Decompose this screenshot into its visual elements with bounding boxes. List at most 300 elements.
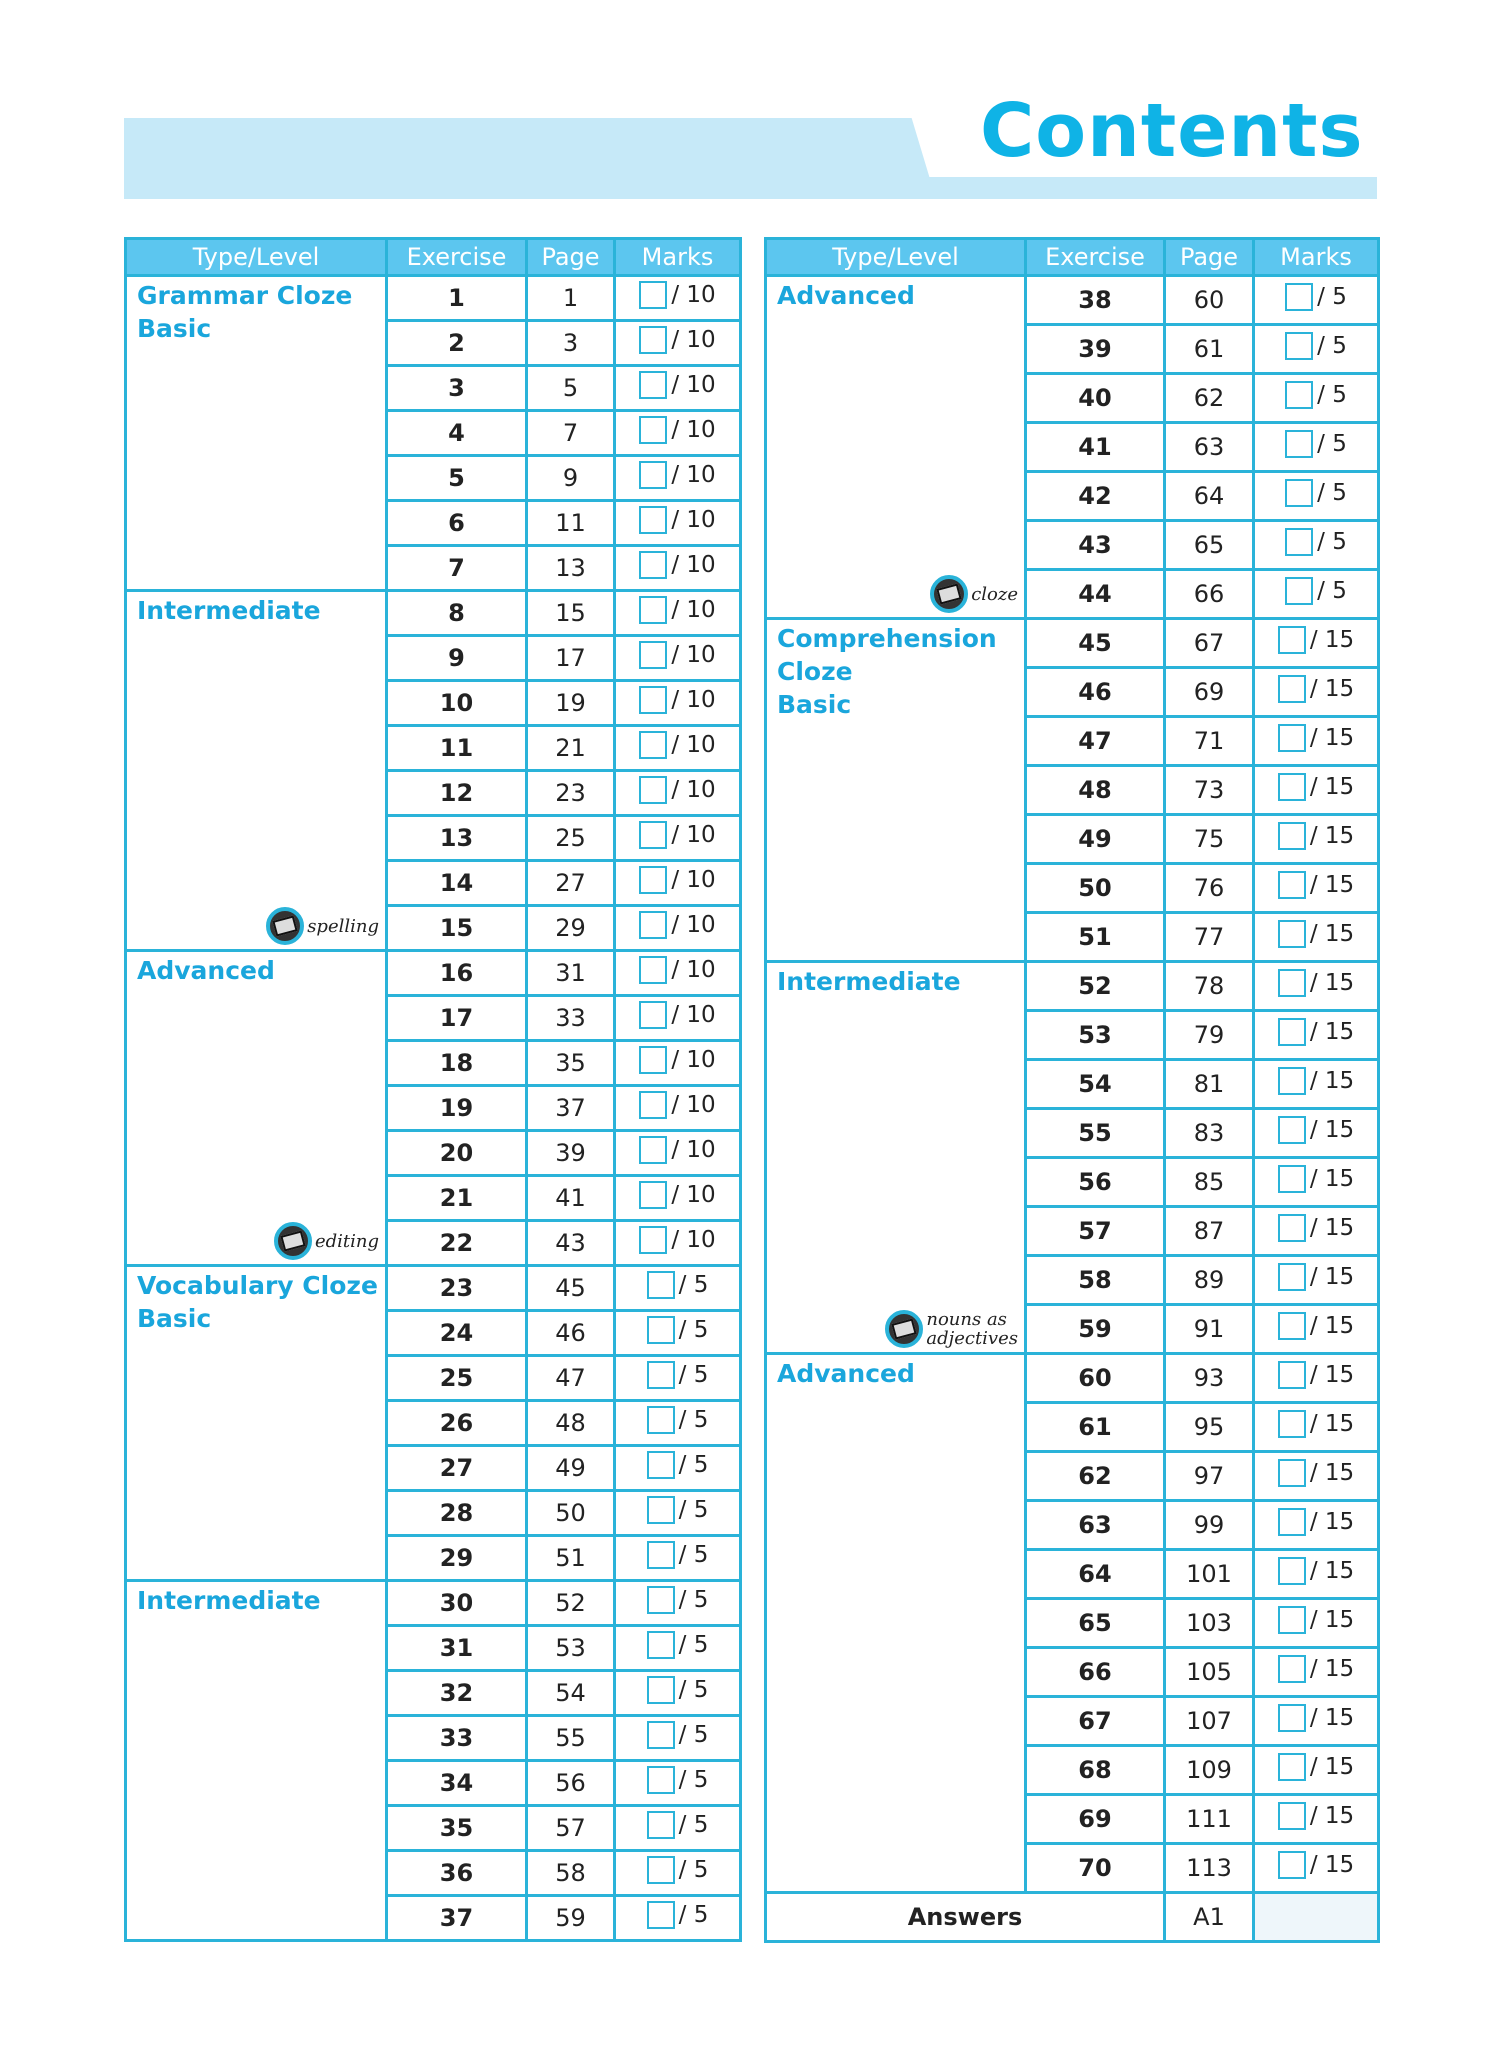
skill-badge-icon bbox=[885, 1310, 923, 1348]
exercise-number[interactable]: 21 bbox=[387, 1176, 527, 1221]
marks bbox=[1278, 1018, 1354, 1046]
exercise-number[interactable]: 2 bbox=[387, 321, 527, 366]
exercise-number[interactable]: 15 bbox=[387, 906, 527, 951]
marks-input-box[interactable] bbox=[639, 1091, 667, 1119]
skill-note-text: nouns as adjectives bbox=[926, 1309, 1018, 1349]
marks-input-box[interactable] bbox=[639, 911, 667, 939]
type-level-label: Advanced bbox=[777, 1359, 915, 1388]
marks bbox=[1278, 1802, 1354, 1830]
marks-max: / 15 bbox=[1309, 1656, 1355, 1682]
marks-max: / 10 bbox=[671, 372, 716, 398]
marks-max: / 10 bbox=[671, 1182, 716, 1208]
exercise-number[interactable]: 12 bbox=[387, 771, 527, 816]
marks-max: / 5 bbox=[678, 1722, 709, 1748]
marks-input-box[interactable] bbox=[639, 416, 667, 444]
marks-cell bbox=[615, 1311, 741, 1356]
marks bbox=[639, 821, 715, 849]
marks-cell bbox=[1254, 815, 1379, 864]
marks bbox=[1278, 871, 1354, 899]
page-number: 46 bbox=[527, 1311, 615, 1356]
marks-input-box[interactable] bbox=[1278, 1508, 1306, 1536]
marks-cell bbox=[615, 1401, 741, 1446]
marks-input-box[interactable] bbox=[647, 1676, 675, 1704]
page-number: 25 bbox=[527, 816, 615, 861]
marks-input-box[interactable] bbox=[1278, 1263, 1306, 1291]
exercise-number[interactable]: 20 bbox=[387, 1131, 527, 1176]
marks bbox=[1278, 920, 1354, 948]
marks-input-box[interactable] bbox=[639, 1226, 667, 1254]
marks-max: / 10 bbox=[671, 822, 716, 848]
marks-cell bbox=[615, 1761, 741, 1806]
marks-cell bbox=[1254, 1648, 1379, 1697]
exercise-number[interactable]: 42 bbox=[1026, 472, 1165, 521]
exercise-number[interactable]: 9 bbox=[387, 636, 527, 681]
marks-input-box[interactable] bbox=[1285, 577, 1313, 605]
marks-cell bbox=[615, 726, 741, 771]
marks bbox=[1278, 1263, 1354, 1291]
marks bbox=[639, 1046, 715, 1074]
header-type-level: Type/Level bbox=[126, 239, 387, 276]
exercise-number[interactable]: 54 bbox=[1026, 1060, 1165, 1109]
marks-input-box[interactable] bbox=[639, 596, 667, 624]
table-row bbox=[126, 276, 741, 321]
page-number: 23 bbox=[527, 771, 615, 816]
exercise-number[interactable]: 24 bbox=[387, 1311, 527, 1356]
marks-input-box[interactable] bbox=[1278, 969, 1306, 997]
marks bbox=[647, 1901, 709, 1929]
marks-input-box[interactable] bbox=[1278, 626, 1306, 654]
page-number: 39 bbox=[527, 1131, 615, 1176]
marks-max: / 10 bbox=[671, 1092, 716, 1118]
page-number: 49 bbox=[527, 1446, 615, 1491]
marks-input-box[interactable] bbox=[1278, 675, 1306, 703]
marks-cell bbox=[1254, 619, 1379, 668]
marks-input-box[interactable] bbox=[1278, 920, 1306, 948]
exercise-number[interactable]: 58 bbox=[1026, 1256, 1165, 1305]
page-number: 54 bbox=[527, 1671, 615, 1716]
marks bbox=[1278, 1557, 1354, 1585]
exercise-number[interactable]: 35 bbox=[387, 1806, 527, 1851]
exercise-number[interactable]: 51 bbox=[1026, 913, 1165, 962]
exercise-number[interactable]: 47 bbox=[1026, 717, 1165, 766]
marks-input-box[interactable] bbox=[639, 1181, 667, 1209]
marks bbox=[1278, 1116, 1354, 1144]
page-number: 47 bbox=[527, 1356, 615, 1401]
exercise-number[interactable]: 63 bbox=[1026, 1501, 1165, 1550]
exercise-number[interactable]: 8 bbox=[387, 591, 527, 636]
marks-input-box[interactable] bbox=[1278, 1459, 1306, 1487]
marks-cell bbox=[615, 1491, 741, 1536]
skill-badge-icon bbox=[930, 575, 968, 613]
marks-input-box[interactable] bbox=[647, 1856, 675, 1884]
skill-note-text: cloze bbox=[971, 583, 1018, 605]
marks bbox=[1278, 1851, 1354, 1879]
exercise-number[interactable]: 26 bbox=[387, 1401, 527, 1446]
marks-input-box[interactable] bbox=[639, 821, 667, 849]
exercise-number[interactable]: 36 bbox=[387, 1851, 527, 1896]
marks-input-box[interactable] bbox=[639, 281, 667, 309]
marks-max: / 10 bbox=[671, 642, 716, 668]
marks-input-box[interactable] bbox=[1285, 332, 1313, 360]
page-number: 73 bbox=[1165, 766, 1254, 815]
marks-input-box[interactable] bbox=[639, 731, 667, 759]
marks bbox=[639, 1136, 715, 1164]
marks-max: / 5 bbox=[678, 1272, 709, 1298]
page-number: 97 bbox=[1165, 1452, 1254, 1501]
type-level-label: Intermediate bbox=[137, 596, 321, 625]
exercise-number[interactable]: 6 bbox=[387, 501, 527, 546]
marks-max: / 10 bbox=[671, 732, 716, 758]
exercise-number[interactable]: 30 bbox=[387, 1581, 527, 1626]
marks-input-box[interactable] bbox=[639, 326, 667, 354]
marks-input-box[interactable] bbox=[1278, 1606, 1306, 1634]
type-level-label: Grammar Cloze Basic bbox=[137, 281, 353, 343]
exercise-number[interactable]: 29 bbox=[387, 1536, 527, 1581]
marks-max: / 15 bbox=[1309, 1607, 1355, 1633]
marks-input-box[interactable] bbox=[1278, 773, 1306, 801]
type-level-cell bbox=[766, 962, 1026, 1354]
marks-input-box[interactable] bbox=[639, 461, 667, 489]
exercise-number[interactable]: 57 bbox=[1026, 1207, 1165, 1256]
marks-input-box[interactable] bbox=[647, 1361, 675, 1389]
page-number: 50 bbox=[527, 1491, 615, 1536]
page-number: 55 bbox=[527, 1716, 615, 1761]
marks-input-box[interactable] bbox=[1278, 1753, 1306, 1781]
exercise-number[interactable]: 70 bbox=[1026, 1844, 1165, 1893]
marks-max: / 5 bbox=[1317, 333, 1347, 359]
exercise-number[interactable]: 13 bbox=[387, 816, 527, 861]
exercise-number[interactable]: 1 bbox=[387, 276, 527, 321]
marks-cell bbox=[1254, 1109, 1379, 1158]
marks-cell bbox=[615, 681, 741, 726]
exercise-number[interactable]: 10 bbox=[387, 681, 527, 726]
marks-max: / 5 bbox=[678, 1542, 709, 1568]
marks-input-box[interactable] bbox=[1278, 1018, 1306, 1046]
page-number: 41 bbox=[527, 1176, 615, 1221]
type-level-cell bbox=[126, 1581, 387, 1941]
page-number: 57 bbox=[527, 1806, 615, 1851]
marks-input-box[interactable] bbox=[1285, 283, 1313, 311]
marks-input-box[interactable] bbox=[639, 1136, 667, 1164]
table-row bbox=[126, 591, 741, 636]
marks-input-box[interactable] bbox=[639, 1001, 667, 1029]
exercise-number[interactable]: 19 bbox=[387, 1086, 527, 1131]
table-row bbox=[126, 1266, 741, 1311]
marks bbox=[647, 1271, 709, 1299]
marks-max: / 5 bbox=[1317, 578, 1347, 604]
marks-input-box[interactable] bbox=[1285, 479, 1313, 507]
table-row bbox=[766, 1354, 1379, 1403]
marks-cell bbox=[1254, 1354, 1379, 1403]
exercise-number[interactable]: 23 bbox=[387, 1266, 527, 1311]
page-number: 15 bbox=[527, 591, 615, 636]
marks-input-box[interactable] bbox=[1278, 1704, 1306, 1732]
exercise-number[interactable]: 41 bbox=[1026, 423, 1165, 472]
page-number: 76 bbox=[1165, 864, 1254, 913]
marks bbox=[639, 1226, 715, 1254]
marks-cell bbox=[1254, 1550, 1379, 1599]
marks bbox=[1285, 332, 1347, 360]
exercise-number[interactable]: 34 bbox=[387, 1761, 527, 1806]
page-number: 91 bbox=[1165, 1305, 1254, 1354]
marks bbox=[639, 416, 715, 444]
header-band-strip bbox=[124, 177, 1377, 199]
skill-note bbox=[266, 907, 379, 945]
exercise-number[interactable]: 3 bbox=[387, 366, 527, 411]
marks-cell bbox=[1254, 1011, 1379, 1060]
marks-input-box[interactable] bbox=[639, 551, 667, 579]
exercise-number[interactable]: 60 bbox=[1026, 1354, 1165, 1403]
exercise-number[interactable]: 62 bbox=[1026, 1452, 1165, 1501]
marks-input-box[interactable] bbox=[1278, 1165, 1306, 1193]
marks-input-box[interactable] bbox=[1278, 1557, 1306, 1585]
marks bbox=[647, 1496, 709, 1524]
marks bbox=[1278, 1753, 1354, 1781]
marks-input-box[interactable] bbox=[1278, 822, 1306, 850]
marks-max: / 10 bbox=[671, 327, 716, 353]
skill-note-text: spelling bbox=[307, 915, 379, 937]
exercise-number[interactable]: 65 bbox=[1026, 1599, 1165, 1648]
exercise-number[interactable]: 44 bbox=[1026, 570, 1165, 619]
page-number: 1 bbox=[527, 276, 615, 321]
header-exercise: Exercise bbox=[1026, 239, 1165, 276]
marks-max: / 15 bbox=[1309, 1558, 1355, 1584]
marks-input-box[interactable] bbox=[647, 1496, 675, 1524]
exercise-number[interactable]: 4 bbox=[387, 411, 527, 456]
marks bbox=[639, 911, 715, 939]
exercise-number[interactable]: 40 bbox=[1026, 374, 1165, 423]
exercise-number[interactable]: 22 bbox=[387, 1221, 527, 1266]
marks-input-box[interactable] bbox=[647, 1541, 675, 1569]
marks bbox=[647, 1451, 709, 1479]
marks-max: / 10 bbox=[671, 507, 716, 533]
marks-max: / 5 bbox=[1317, 431, 1347, 457]
marks-max: / 5 bbox=[678, 1317, 709, 1343]
skill-note bbox=[885, 1310, 1018, 1348]
marks-input-box[interactable] bbox=[1285, 381, 1313, 409]
marks bbox=[1285, 528, 1347, 556]
page-number: 64 bbox=[1165, 472, 1254, 521]
type-level-label: Advanced bbox=[137, 956, 275, 985]
marks-cell bbox=[615, 456, 741, 501]
page-number: 71 bbox=[1165, 717, 1254, 766]
page-number: 101 bbox=[1165, 1550, 1254, 1599]
marks-max: / 5 bbox=[1317, 480, 1347, 506]
marks-cell bbox=[1254, 1158, 1379, 1207]
marks-input-box[interactable] bbox=[647, 1631, 675, 1659]
marks-max: / 15 bbox=[1309, 1411, 1355, 1437]
type-level-cell bbox=[766, 1354, 1026, 1893]
marks-input-box[interactable] bbox=[639, 956, 667, 984]
marks-input-box[interactable] bbox=[639, 686, 667, 714]
marks-input-box[interactable] bbox=[1278, 1361, 1306, 1389]
marks bbox=[647, 1361, 709, 1389]
page-number: 93 bbox=[1165, 1354, 1254, 1403]
marks-cell bbox=[1254, 325, 1379, 374]
marks bbox=[647, 1406, 709, 1434]
page-number: 37 bbox=[527, 1086, 615, 1131]
marks bbox=[639, 1091, 715, 1119]
marks-max: / 5 bbox=[678, 1587, 709, 1613]
marks-input-box[interactable] bbox=[639, 776, 667, 804]
marks bbox=[647, 1856, 709, 1884]
exercise-number[interactable]: 25 bbox=[387, 1356, 527, 1401]
exercise-number[interactable]: 48 bbox=[1026, 766, 1165, 815]
exercise-number[interactable]: 67 bbox=[1026, 1697, 1165, 1746]
exercise-number[interactable]: 17 bbox=[387, 996, 527, 1041]
marks-input-box[interactable] bbox=[647, 1406, 675, 1434]
marks-max: / 10 bbox=[671, 462, 716, 488]
marks-input-box[interactable] bbox=[1278, 1851, 1306, 1879]
marks-max: / 15 bbox=[1309, 970, 1355, 996]
exercise-number[interactable]: 11 bbox=[387, 726, 527, 771]
marks-input-box[interactable] bbox=[1278, 1410, 1306, 1438]
header-page: Page bbox=[1165, 239, 1254, 276]
marks-input-box[interactable] bbox=[647, 1271, 675, 1299]
marks-cell bbox=[1254, 276, 1379, 325]
header-page: Page bbox=[527, 239, 615, 276]
table-row bbox=[126, 951, 741, 996]
page-number: 52 bbox=[527, 1581, 615, 1626]
type-level-label: Intermediate bbox=[777, 967, 961, 996]
marks bbox=[1278, 1606, 1354, 1634]
marks-input-box[interactable] bbox=[1285, 528, 1313, 556]
exercise-number[interactable]: 33 bbox=[387, 1716, 527, 1761]
marks-input-box[interactable] bbox=[1278, 724, 1306, 752]
page-number: 33 bbox=[527, 996, 615, 1041]
marks-cell bbox=[1254, 1403, 1379, 1452]
marks-max: / 15 bbox=[1309, 774, 1355, 800]
marks-cell bbox=[1254, 1207, 1379, 1256]
marks-max: / 15 bbox=[1309, 1509, 1355, 1535]
exercise-number[interactable]: 69 bbox=[1026, 1795, 1165, 1844]
marks bbox=[1278, 1214, 1354, 1242]
marks-cell bbox=[615, 276, 741, 321]
exercise-number[interactable]: 38 bbox=[1026, 276, 1165, 325]
exercise-number[interactable]: 66 bbox=[1026, 1648, 1165, 1697]
answers-marks bbox=[1254, 1893, 1379, 1942]
exercise-number[interactable]: 28 bbox=[387, 1491, 527, 1536]
exercise-number[interactable]: 5 bbox=[387, 456, 527, 501]
marks-input-box[interactable] bbox=[647, 1811, 675, 1839]
exercise-number[interactable]: 27 bbox=[387, 1446, 527, 1491]
exercise-number[interactable]: 53 bbox=[1026, 1011, 1165, 1060]
exercise-number[interactable]: 32 bbox=[387, 1671, 527, 1716]
exercise-number[interactable]: 14 bbox=[387, 861, 527, 906]
marks-cell bbox=[1254, 1305, 1379, 1354]
exercise-number[interactable]: 45 bbox=[1026, 619, 1165, 668]
marks bbox=[1278, 1361, 1354, 1389]
marks-input-box[interactable] bbox=[1278, 1312, 1306, 1340]
page-number: 77 bbox=[1165, 913, 1254, 962]
marks bbox=[1278, 969, 1354, 997]
type-level-cell bbox=[126, 1266, 387, 1581]
marks-input-box[interactable] bbox=[1278, 1802, 1306, 1830]
marks-cell bbox=[615, 1356, 741, 1401]
marks bbox=[647, 1676, 709, 1704]
marks-input-box[interactable] bbox=[639, 506, 667, 534]
marks-cell bbox=[615, 1176, 741, 1221]
exercise-number[interactable]: 31 bbox=[387, 1626, 527, 1671]
marks-cell bbox=[1254, 472, 1379, 521]
page-number: 19 bbox=[527, 681, 615, 726]
marks-max: / 5 bbox=[678, 1452, 709, 1478]
marks-input-box[interactable] bbox=[1285, 430, 1313, 458]
exercise-number[interactable]: 52 bbox=[1026, 962, 1165, 1011]
marks bbox=[647, 1316, 709, 1344]
exercise-number[interactable]: 7 bbox=[387, 546, 527, 591]
marks-input-box[interactable] bbox=[639, 371, 667, 399]
marks bbox=[647, 1586, 709, 1614]
marks-input-box[interactable] bbox=[647, 1451, 675, 1479]
page-number: 45 bbox=[527, 1266, 615, 1311]
exercise-number[interactable]: 59 bbox=[1026, 1305, 1165, 1354]
marks-max: / 15 bbox=[1309, 725, 1355, 751]
marks-cell bbox=[1254, 570, 1379, 619]
marks-cell bbox=[615, 366, 741, 411]
page-number: 83 bbox=[1165, 1109, 1254, 1158]
marks-input-box[interactable] bbox=[1278, 1067, 1306, 1095]
marks-input-box[interactable] bbox=[1278, 1214, 1306, 1242]
marks-input-box[interactable] bbox=[639, 866, 667, 894]
marks-max: / 15 bbox=[1309, 1460, 1355, 1486]
marks-input-box[interactable] bbox=[647, 1721, 675, 1749]
marks-cell bbox=[1254, 521, 1379, 570]
marks-cell bbox=[615, 1086, 741, 1131]
marks-cell bbox=[1254, 962, 1379, 1011]
exercise-number[interactable]: 61 bbox=[1026, 1403, 1165, 1452]
exercise-number[interactable]: 49 bbox=[1026, 815, 1165, 864]
exercise-number[interactable]: 37 bbox=[387, 1896, 527, 1941]
exercise-number[interactable]: 46 bbox=[1026, 668, 1165, 717]
marks-input-box[interactable] bbox=[1278, 871, 1306, 899]
marks bbox=[1285, 479, 1347, 507]
exercise-number[interactable]: 56 bbox=[1026, 1158, 1165, 1207]
exercise-number[interactable]: 16 bbox=[387, 951, 527, 996]
header-marks: Marks bbox=[615, 239, 741, 276]
marks-input-box[interactable] bbox=[647, 1586, 675, 1614]
exercise-number[interactable]: 18 bbox=[387, 1041, 527, 1086]
marks-input-box[interactable] bbox=[1278, 1655, 1306, 1683]
answers-page: A1 bbox=[1165, 1893, 1254, 1942]
page-number: 31 bbox=[527, 951, 615, 996]
marks-input-box[interactable] bbox=[1278, 1116, 1306, 1144]
marks-input-box[interactable] bbox=[647, 1316, 675, 1344]
exercise-number[interactable]: 55 bbox=[1026, 1109, 1165, 1158]
type-level-label: Vocabulary Cloze Basic bbox=[137, 1271, 378, 1333]
marks-input-box[interactable] bbox=[647, 1766, 675, 1794]
marks-input-box[interactable] bbox=[647, 1901, 675, 1929]
answers-label[interactable]: Answers bbox=[766, 1893, 1165, 1942]
exercise-number[interactable]: 68 bbox=[1026, 1746, 1165, 1795]
marks-max: / 10 bbox=[671, 1137, 716, 1163]
marks-cell bbox=[615, 501, 741, 546]
marks-cell bbox=[615, 546, 741, 591]
marks-input-box[interactable] bbox=[639, 1046, 667, 1074]
marks-max: / 5 bbox=[678, 1407, 709, 1433]
exercise-number[interactable]: 64 bbox=[1026, 1550, 1165, 1599]
exercise-number[interactable]: 50 bbox=[1026, 864, 1165, 913]
marks-cell bbox=[615, 1716, 741, 1761]
marks bbox=[639, 506, 715, 534]
page-number: 29 bbox=[527, 906, 615, 951]
page-number: 103 bbox=[1165, 1599, 1254, 1648]
marks-max: / 5 bbox=[1317, 284, 1347, 310]
marks-input-box[interactable] bbox=[639, 641, 667, 669]
exercise-number[interactable]: 39 bbox=[1026, 325, 1165, 374]
table-row bbox=[766, 276, 1379, 325]
exercise-number[interactable]: 43 bbox=[1026, 521, 1165, 570]
